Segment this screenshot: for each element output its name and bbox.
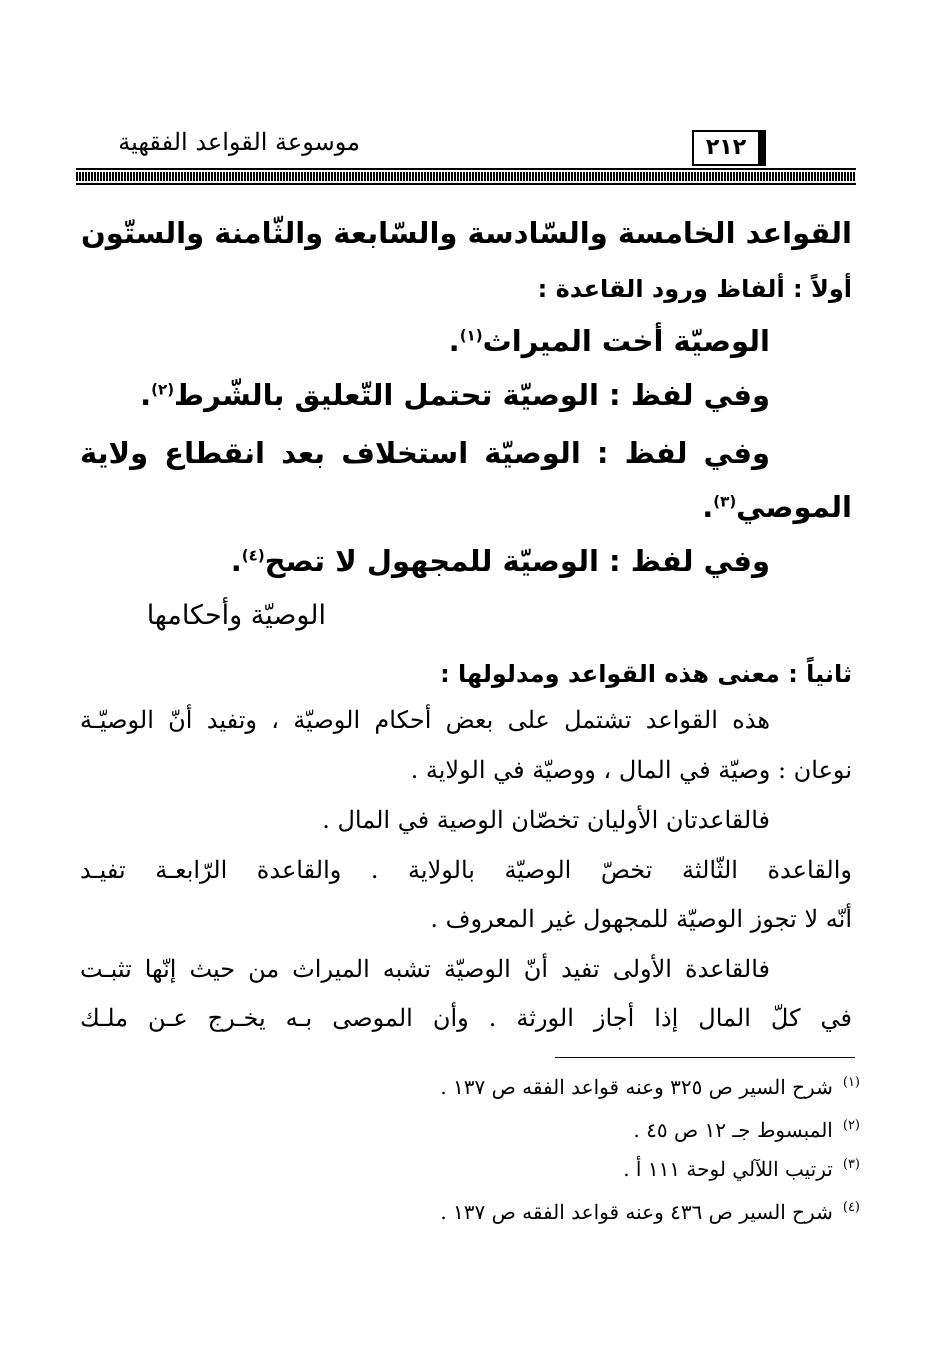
rule-text: الموصي <box>736 490 852 524</box>
footnote-number: (٣) <box>842 1157 860 1173</box>
rule-text: وفي لفظ : الوصيّة استخلاف بعد انقطاع ولاية <box>80 436 770 470</box>
footnote-marker: (٢) <box>151 380 175 399</box>
header-rule-bottom <box>76 183 856 185</box>
section-title: الوصيّة وأحكامها <box>146 600 326 631</box>
header-rule-hatched <box>76 172 856 181</box>
footnote-number: (٤) <box>842 1200 860 1216</box>
footnote-text: شرح السير ص ٤٣٦ وعنه قواعد الفقه ص ١٣٧ . <box>440 1200 833 1224</box>
rule-text: وفي لفظ : الوصيّة تحتمل التّعليق بالشّرط <box>174 378 770 412</box>
footnote-3 <box>623 1157 860 1181</box>
footnote-text: المبسوط جـ ١٢ ص ٤٥ . <box>633 1118 833 1142</box>
paragraph-line-7: في كلّ المال إذا أجاز الورثة . وأن الموصى بـه يخـرج عـن ملـك <box>80 1004 852 1032</box>
footnote-4 <box>440 1200 860 1224</box>
rule-line-4 <box>231 544 770 578</box>
rule-text: الوصيّة أخت الميراث <box>482 324 770 358</box>
paragraph-line-5: أنّه لا تجوز الوصيّة للمجهول غير المعروف . <box>430 905 852 933</box>
section1-label: أولاً : ألفاظ ورود القاعدة : <box>537 275 852 303</box>
rule-line-1 <box>449 324 770 358</box>
footnote-marker: (٣) <box>713 492 737 511</box>
chapter-heading: القواعد الخامسة والسّادسة والسّابعة والثّامنة والستّون <box>81 216 852 250</box>
paragraph-line-3: فالقاعدتان الأوليان تخصّان الوصية في المال . <box>322 806 770 834</box>
section2-label: ثانياً : معنى هذه القواعد ومدلولها : <box>440 660 852 688</box>
footnote-marker: (١) <box>459 326 483 345</box>
rule-text: وفي لفظ : الوصيّة للمجهول لا تصح <box>264 544 770 578</box>
footnote-2 <box>633 1118 860 1142</box>
rule-line-3 <box>80 436 770 470</box>
rule-line-2 <box>140 378 770 412</box>
footnote-number: (٢) <box>842 1118 860 1134</box>
footnote-1 <box>440 1075 860 1099</box>
paragraph-line-2: نوعان : وصيّة في المال ، ووصيّة في الولاية . <box>410 756 852 784</box>
footnote-marker: (٤) <box>241 546 265 565</box>
footnote-text: شرح السير ص ٣٢٥ وعنه قواعد الفقه ص ١٣٧ . <box>440 1075 833 1099</box>
rule-end: . <box>448 324 460 358</box>
rule-end: . <box>230 544 242 578</box>
rule-end: . <box>140 378 152 412</box>
rule-end: . <box>702 490 714 524</box>
header-rule-top <box>76 168 856 170</box>
page-number-box: ٢١٢ <box>692 130 766 166</box>
rule-line-3-continued <box>702 490 852 524</box>
footnote-number: (١) <box>842 1075 860 1091</box>
paragraph-line-6: فالقاعدة الأولى تفيد أنّ الوصيّة تشبه الميراث من حيث إنّها تثبـت <box>80 955 770 983</box>
paragraph-line-4: والقاعدة الثّالثة تخصّ الوصيّة بالولاية . والقاعدة الرّابعـة تفيـد <box>80 856 852 884</box>
paragraph-line-1: هذه القواعد تشتمل على بعض أحكام الوصيّة ، وتفيد أنّ الوصيّـة <box>80 706 770 734</box>
running-header-title: موسوعة القواعد الفقهية <box>118 128 360 156</box>
footnote-text: ترتيب اللآلي لوحة ١١١ أ . <box>623 1157 833 1181</box>
footnote-separator <box>555 1057 855 1058</box>
